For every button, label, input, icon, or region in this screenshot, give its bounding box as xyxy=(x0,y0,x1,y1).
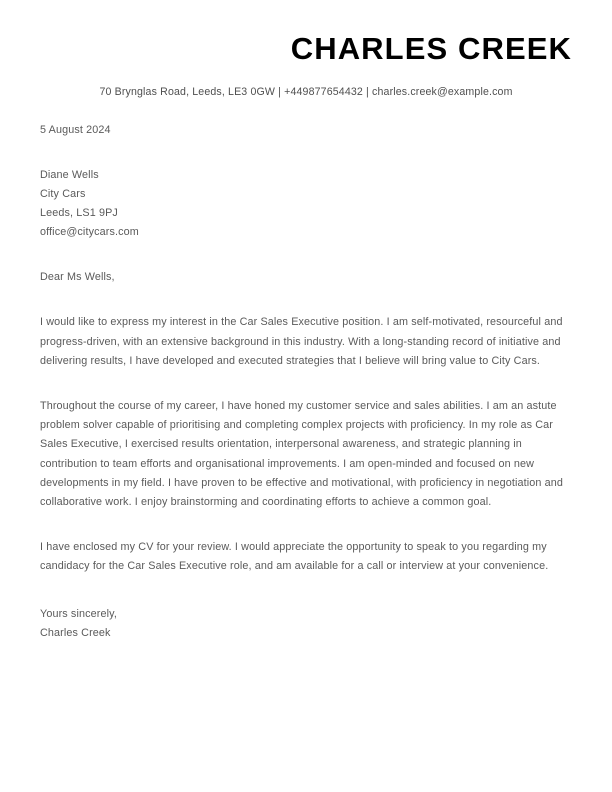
salutation: Dear Ms Wells, xyxy=(40,271,115,284)
contact-info-line: 70 Brynglas Road, Leeds, LE3 0GW | +449877654432 | charles.creek@example.com xyxy=(99,85,513,98)
letter-date: 5 August 2024 xyxy=(40,124,111,137)
letter-body xyxy=(0,121,612,642)
recipient-address: Leeds, LS1 9PJ xyxy=(40,207,118,220)
recipient-name: Diane Wells xyxy=(40,169,99,182)
recipient-company: City Cars xyxy=(40,188,86,201)
recipient-email: office@citycars.com xyxy=(40,226,139,239)
letter-paragraph: I have enclosed my CV for your review. I would appreciate the opportunity to speak to you regarding my candidacy for the Car Sales Executive role, and am available for a call or interview at your convenience. xyxy=(40,541,549,573)
letter-header xyxy=(0,0,612,99)
recipient-block xyxy=(40,166,572,242)
signature-name: Charles Creek xyxy=(40,626,111,639)
signoff-block xyxy=(40,605,572,643)
page-title: CHARLES CREEK xyxy=(290,31,572,66)
letter-paragraph: I would like to express my interest in the Car Sales Executive position. I am self-motivated, resourceful and progress-driven, with an extensive background in this industry. With a long-standing record of initiative and delivering results, I have developed and executed strategies that I believe will bring value to City Cars. xyxy=(40,316,563,367)
closing-phrase: Yours sincerely, xyxy=(40,607,117,620)
letter-paragraph: Throughout the course of my career, I have honed my customer service and sales abilities. I am an astute problem solver capable of prioritising and completing complex projects with proficiency. In my role as Car Sales Executive, I exercised results orientation, interpersonal awareness, and strategic planning in contribution to team efforts and organisational improvements. I am open-minded and focused on new developments in my field. I have proven to be effective and motivational, with proficiency in negotiation and collaborative work. I enjoy brainstorming and coordinating efforts to achieve a common goal. xyxy=(40,399,564,508)
